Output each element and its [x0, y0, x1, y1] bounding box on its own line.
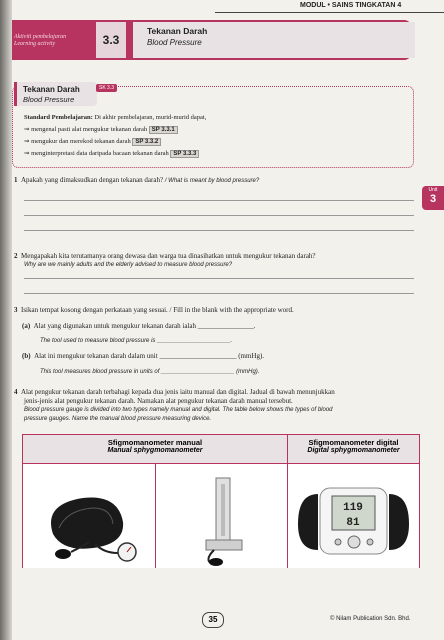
standard-item-text: ⇒ menginterpretasi data daripada bacaan tekanan darah	[24, 150, 169, 157]
digital-sphygmomanometer-image	[288, 464, 419, 568]
header-digital-en: Digital sphygmomanometer	[307, 447, 400, 454]
question-2-en: Why are we mainly adults and the elderly advised to measure blood pressure?	[24, 262, 233, 268]
mercury-sphygmomanometer-image	[156, 464, 287, 568]
question-3b	[22, 352, 264, 360]
section-number: 3.3	[96, 22, 126, 58]
section-title-ms: Tekanan Darah	[147, 26, 208, 36]
question-3b-en[interactable]: This tool measures blood pressure in units of ______________________ (mmHg).	[40, 369, 260, 375]
unit-tab-label: Unit	[428, 187, 438, 193]
unit-tab-number: 3	[429, 193, 437, 205]
standard-item	[24, 149, 199, 157]
header-manual-en: Manual sphygmomanometer	[107, 447, 203, 454]
question-4	[14, 388, 335, 396]
question-text-ms: Apakah yang dimaksudkan dengan tekanan darah?	[21, 176, 164, 184]
section-title-box	[130, 22, 415, 58]
activity-label-ms: Aktiviti pembelajaran	[14, 34, 67, 40]
copyright: © Nilam Publication Sdn. Bhd.	[330, 616, 411, 622]
activity-label-en: Learning activity	[14, 41, 56, 47]
question-number: 1	[14, 176, 18, 184]
answer-line[interactable]	[24, 215, 414, 216]
header-manual-ms: Sfigmomanometer manual	[107, 438, 203, 447]
display-diastolic: 81	[346, 517, 360, 529]
display-systolic: 119	[343, 502, 363, 514]
question-number: 3	[14, 306, 18, 314]
standard-intro-text: Di akhir pembelajaran, murid-murid dapat,	[94, 114, 207, 121]
question-1	[14, 176, 259, 184]
sk-badge: SK 3.3	[96, 84, 117, 92]
activity-label	[14, 34, 66, 48]
section-title-en: Blood Pressure	[147, 38, 202, 47]
sp-code-badge: SP 3.3.3	[170, 150, 199, 158]
manual-aneroid-cell	[23, 463, 155, 568]
question-2	[14, 252, 316, 260]
table-header-digital	[288, 435, 419, 463]
question-number: 4	[14, 388, 18, 396]
answer-line[interactable]	[24, 230, 414, 231]
unit-side-tab	[422, 186, 444, 210]
question-3a-en[interactable]: The tool used to measure blood pressure is ______________________.	[40, 338, 233, 344]
sp-code-badge: SP 3.3.1	[149, 126, 178, 134]
table-header-manual	[23, 435, 287, 463]
standard-intro	[24, 114, 206, 121]
sphygmomanometer-table	[22, 434, 420, 568]
topic-title-ms: Tekanan Darah	[23, 85, 80, 94]
question-4-line2: jenis-jenis alat pengukur tekanan darah. Namakan alat pengukur tekanan darah manual tersebut.	[24, 397, 293, 405]
sub-question-text-ms[interactable]: Alat yang digunakan untuk mengukur tekanan darah ialah ________________.	[33, 322, 256, 330]
sub-question-text-ms[interactable]: Alat ini mengukur tekanan darah dalam unit ______________________ (mmHg).	[34, 352, 265, 360]
question-4-en-line2: pressure gauges. Name the manual blood pressure measuring device.	[24, 416, 212, 422]
answer-line[interactable]	[24, 200, 414, 201]
sub-question-label: (b)	[22, 352, 31, 360]
standard-item-text: ⇒ mengukur dan merekod tekanan darah	[24, 138, 131, 145]
header-digital-ms: Sfigmomanometer digital	[308, 438, 399, 447]
sp-code-badge: SP 3.3.2	[132, 138, 161, 146]
question-4-en-line1: Blood pressure gauge is divided into two types namely manual and digital. The table below shows the types of blood	[24, 407, 333, 413]
standard-item-text: ⇒ mengenal pasti alat mengukur tekanan darah	[24, 126, 148, 133]
topic-tag	[14, 82, 97, 106]
question-text-ms: Mengapakah kita terutamanya orang dewasa dan warga tua dinasihatkan untuk mengukur tekanan darah?	[21, 252, 316, 260]
page-number: 35	[202, 612, 224, 628]
topic-title-en: Blood Pressure	[23, 95, 75, 104]
digital-cell	[288, 463, 419, 568]
standard-item	[24, 137, 161, 145]
aneroid-sphygmomanometer-image	[23, 464, 155, 568]
standard-intro-label: Standard Pembelajaran:	[24, 114, 93, 121]
question-text: Isikan tempat kosong dengan perkataan yang sesuai. / Fill in the blank with the appropriate word.	[21, 306, 294, 314]
header-rule	[215, 12, 444, 13]
answer-line[interactable]	[24, 278, 414, 279]
manual-mercury-cell	[156, 463, 287, 568]
module-header: MODUL • SAINS TINGKATAN 4	[300, 2, 402, 9]
question-number: 2	[14, 252, 18, 260]
question-text-ms: Alat pengukur tekanan darah terbahagi kepada dua jenis iaitu manual dan digital. Jadual di bawah menunjukkan	[21, 388, 335, 396]
answer-line[interactable]	[24, 293, 414, 294]
question-3	[14, 306, 294, 314]
standard-item	[24, 125, 178, 133]
question-3a	[22, 322, 255, 330]
sub-question-label: (a)	[22, 322, 31, 330]
question-text-en: / What is meant by blood pressure?	[164, 178, 260, 184]
